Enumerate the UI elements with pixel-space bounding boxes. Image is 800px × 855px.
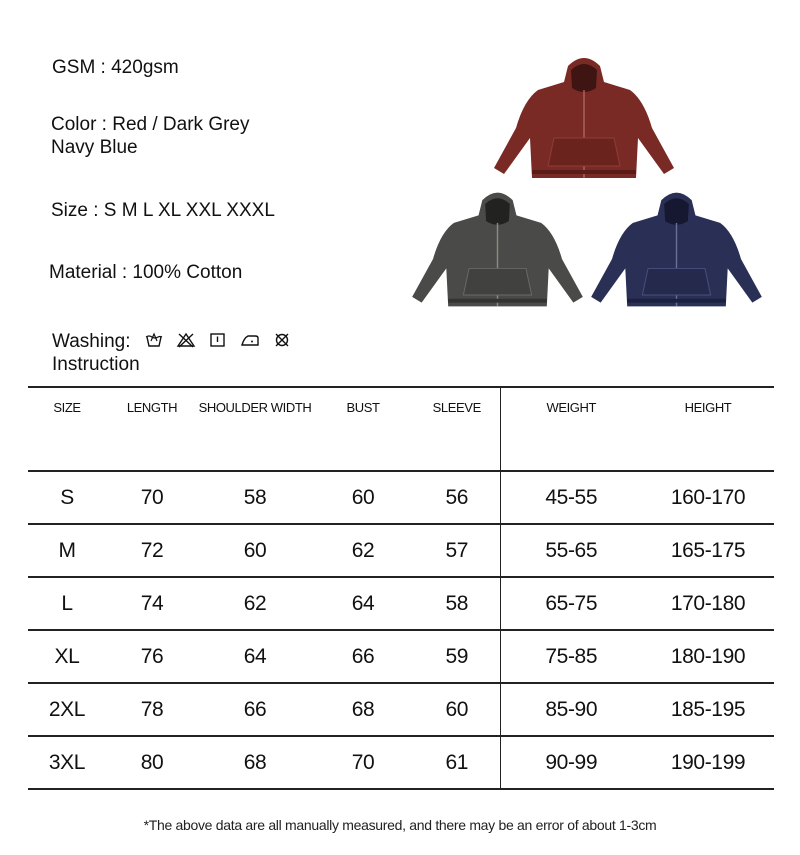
table-header-row <box>28 387 774 471</box>
cell-sleeve: 60 <box>414 683 500 736</box>
cell-shoulder-width: 58 <box>198 471 312 524</box>
hoodie-navy-image <box>584 185 769 313</box>
gsm-spec: GSM : 420gsm <box>52 57 179 78</box>
cell-sleeve: 58 <box>414 577 500 630</box>
cell-sleeve: 56 <box>414 471 500 524</box>
cell-length: 78 <box>106 683 198 736</box>
hoodie-grey-image <box>405 185 590 313</box>
cell-weight: 85-90 <box>500 683 642 736</box>
cell-bust: 60 <box>312 471 414 524</box>
hand-wash-icon <box>144 332 164 348</box>
cell-bust: 62 <box>312 524 414 577</box>
cell-length: 76 <box>106 630 198 683</box>
cell-bust: 68 <box>312 683 414 736</box>
size-spec: Size : S M L XL XXL XXXL <box>51 200 275 221</box>
wash-icons <box>144 332 292 348</box>
table-row <box>28 683 774 736</box>
table-row <box>28 524 774 577</box>
cell-weight: 45-55 <box>500 471 642 524</box>
header-height: HEIGHT <box>642 387 774 471</box>
cell-length: 80 <box>106 736 198 789</box>
cell-bust: 66 <box>312 630 414 683</box>
cell-size: 2XL <box>28 683 106 736</box>
hoodie-red-image <box>488 50 680 185</box>
cell-weight: 90-99 <box>500 736 642 789</box>
header-bust: BUST <box>312 387 414 471</box>
cell-size: 3XL <box>28 736 106 789</box>
washing-label-line2: Instruction <box>52 354 140 375</box>
cell-height: 180-190 <box>642 630 774 683</box>
cell-length: 72 <box>106 524 198 577</box>
cell-size: L <box>28 577 106 630</box>
cell-shoulder-width: 66 <box>198 683 312 736</box>
cell-bust: 64 <box>312 577 414 630</box>
cell-sleeve: 61 <box>414 736 500 789</box>
color-spec <box>51 113 250 159</box>
cell-length: 70 <box>106 471 198 524</box>
cell-height: 165-175 <box>642 524 774 577</box>
cell-sleeve: 59 <box>414 630 500 683</box>
cell-size: M <box>28 524 106 577</box>
size-chart-table <box>28 386 774 790</box>
table-row <box>28 736 774 789</box>
cell-weight: 75-85 <box>500 630 642 683</box>
cell-weight: 65-75 <box>500 577 642 630</box>
table-row <box>28 577 774 630</box>
header-weight: WEIGHT <box>500 387 642 471</box>
cell-sleeve: 57 <box>414 524 500 577</box>
cell-height: 170-180 <box>642 577 774 630</box>
cell-weight: 55-65 <box>500 524 642 577</box>
cell-shoulder-width: 60 <box>198 524 312 577</box>
table-row <box>28 471 774 524</box>
header-length: LENGTH <box>106 387 198 471</box>
header-size: SIZE <box>28 387 106 471</box>
color-spec-line2: Navy Blue <box>51 137 138 158</box>
washing-label: Washing: <box>52 331 131 352</box>
cell-shoulder-width: 68 <box>198 736 312 789</box>
cell-size: S <box>28 471 106 524</box>
header-shoulder-width: SHOULDER WIDTH <box>198 387 312 471</box>
iron-icon <box>240 332 260 348</box>
material-spec: Material : 100% Cotton <box>49 262 243 283</box>
cell-shoulder-width: 64 <box>198 630 312 683</box>
cell-shoulder-width: 62 <box>198 577 312 630</box>
table-row <box>28 630 774 683</box>
cell-height: 190-199 <box>642 736 774 789</box>
no-dry-clean-icon <box>272 332 292 348</box>
washing-instruction <box>52 330 292 376</box>
cell-bust: 70 <box>312 736 414 789</box>
cell-length: 74 <box>106 577 198 630</box>
cell-height: 185-195 <box>642 683 774 736</box>
tumble-dry-icon <box>208 332 228 348</box>
measurement-footnote: *The above data are all manually measured, and there may be an error of about 1-3cm <box>143 817 657 833</box>
cell-size: XL <box>28 630 106 683</box>
header-sleeve: SLEEVE <box>414 387 500 471</box>
cell-height: 160-170 <box>642 471 774 524</box>
color-spec-line1: Color : Red / Dark Grey <box>51 114 250 135</box>
no-bleach-icon <box>176 332 196 348</box>
